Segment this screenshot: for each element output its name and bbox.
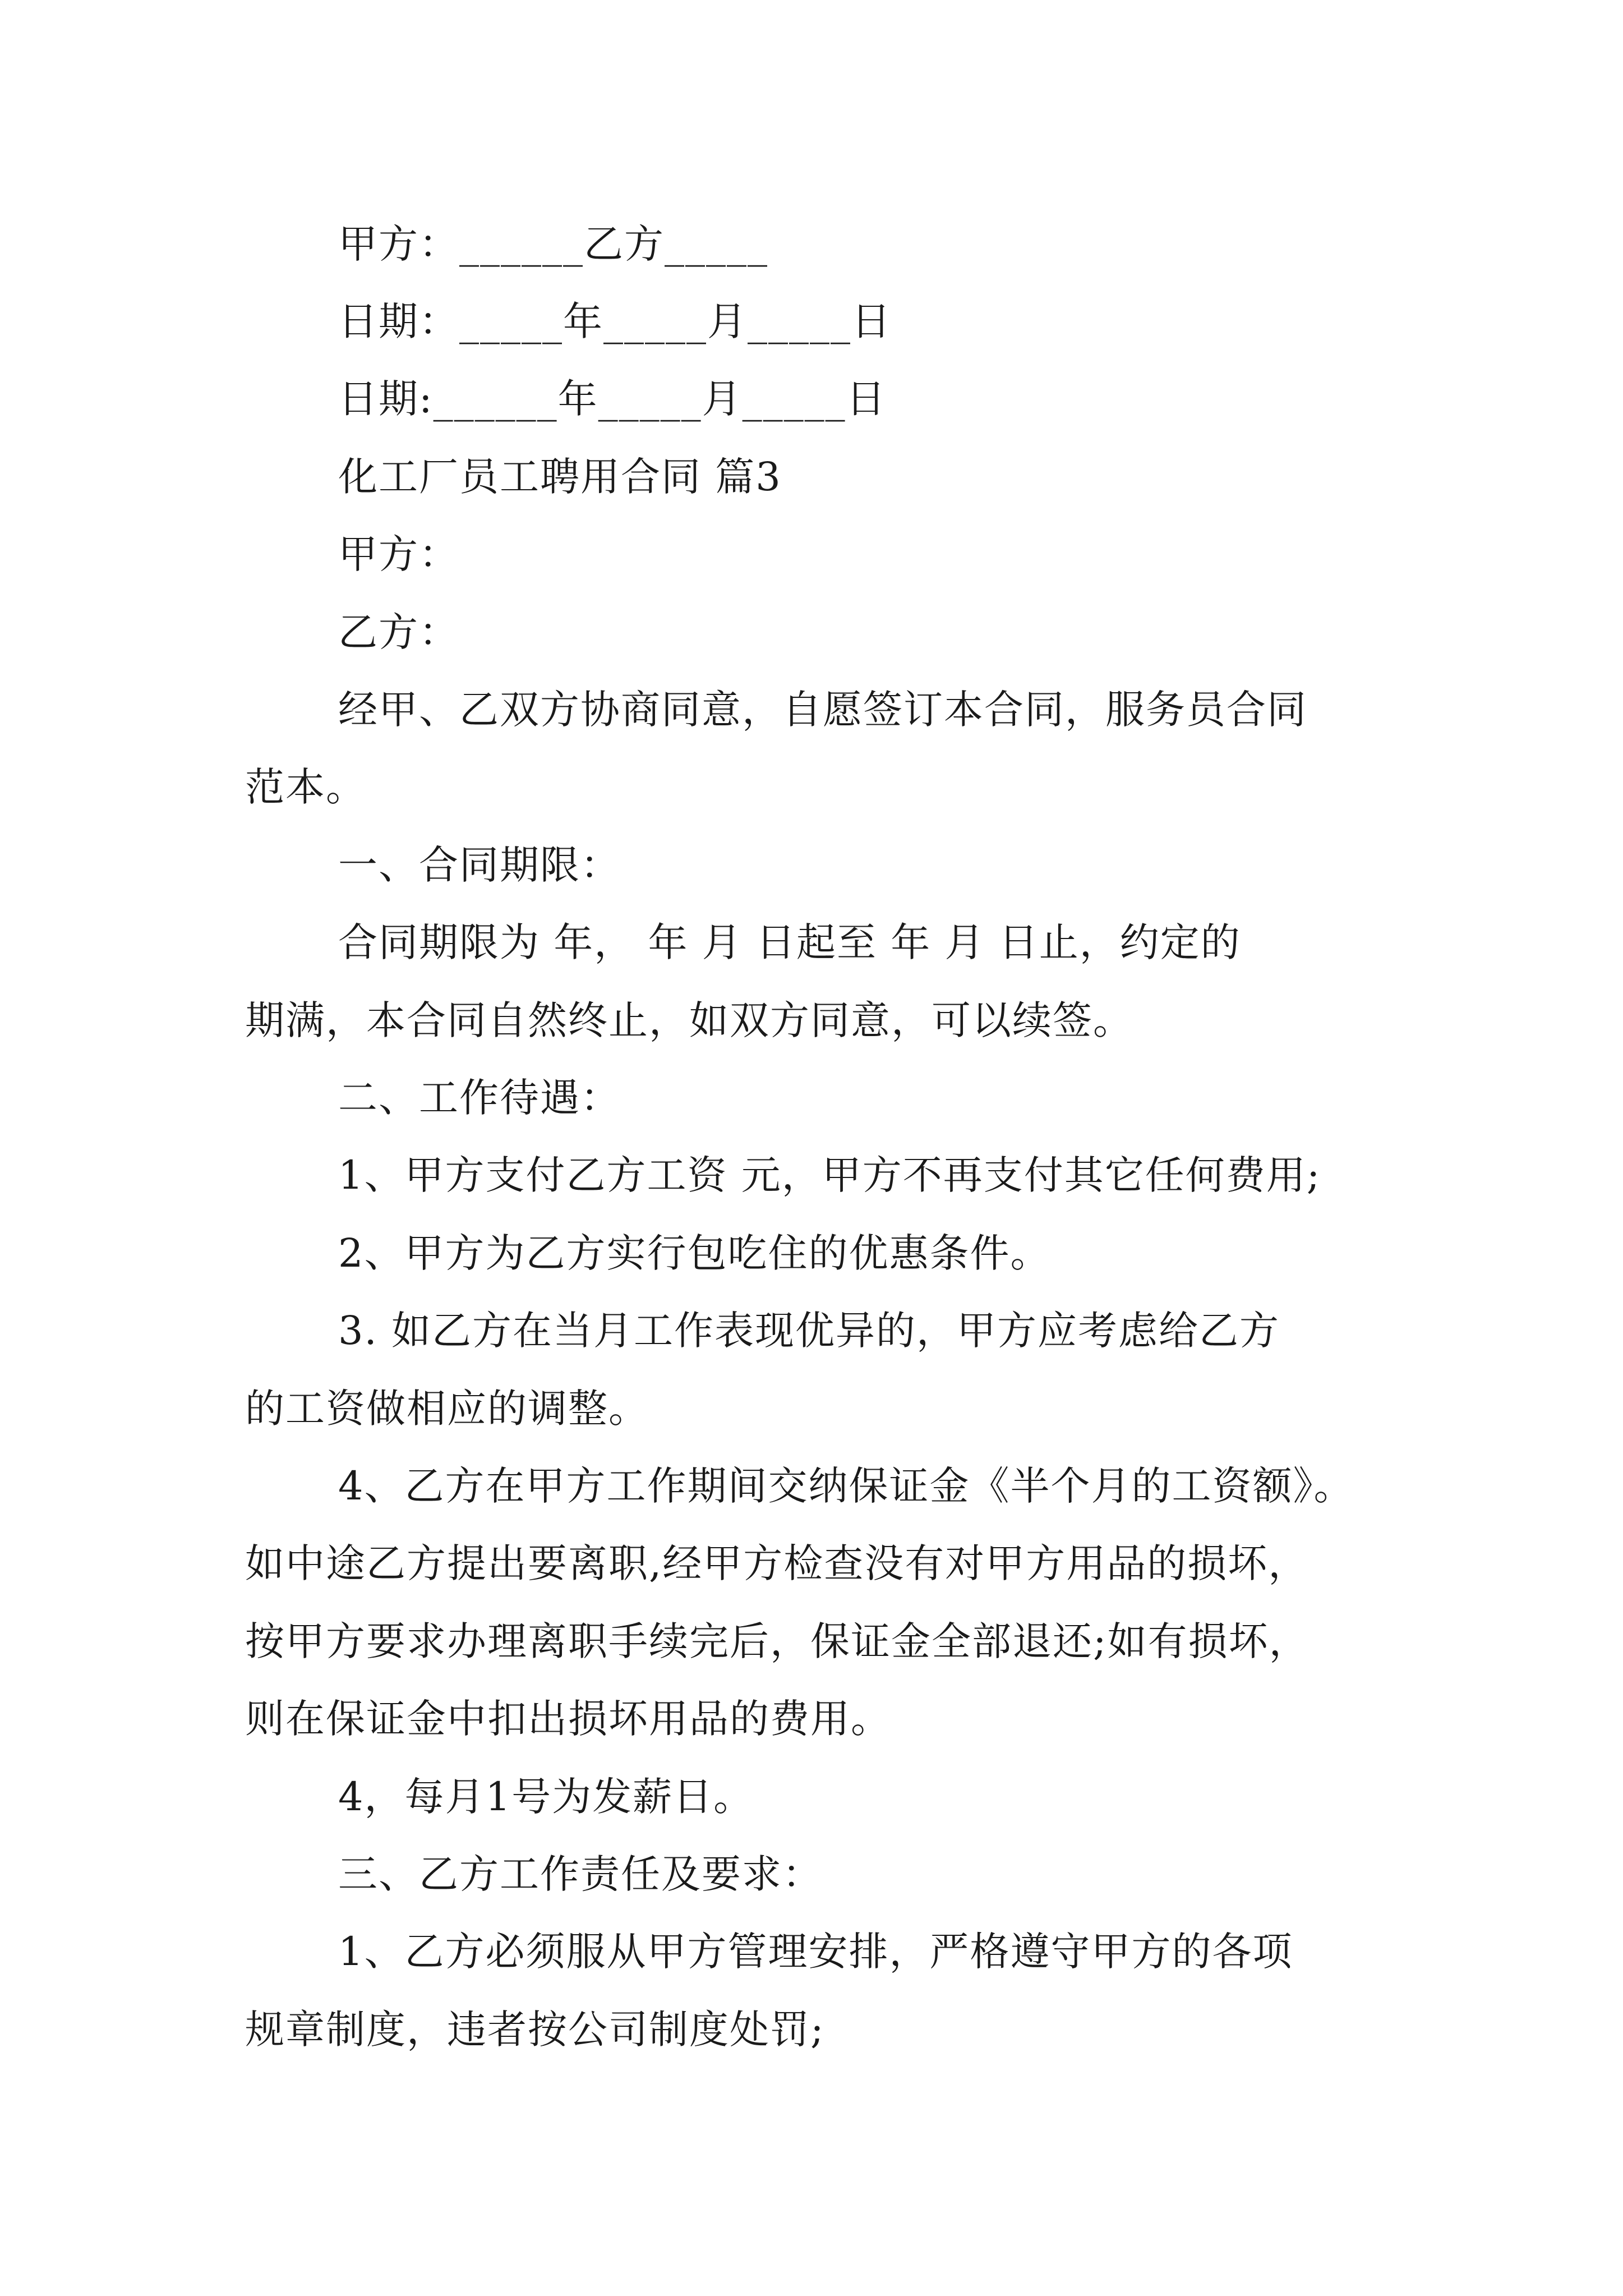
party-a-label: 甲方： <box>338 531 459 577</box>
bonus-clause-line-2: 的工资做相应的调整。 <box>245 1386 649 1432</box>
bonus-clause-line-1: 3. 如乙方在当月工作表现优异的，甲方应考虑给乙方 <box>338 1308 1280 1354</box>
board-lodging-clause: 2、甲方为乙方实行包吃住的优惠条件。 <box>338 1230 1051 1276</box>
party-a-b-line: 甲方：______乙方_____ <box>338 221 768 267</box>
deposit-clause-line-1: 4、乙方在甲方工作期间交纳保证金《半个月的工资额》。 <box>338 1463 1354 1509</box>
intro-paragraph-line-1: 经甲、乙双方协商同意，自愿签订本合同，服务员合同 <box>338 687 1307 733</box>
salary-clause: 1、甲方支付乙方工资 元，甲方不再支付其它任何费用; <box>338 1152 1321 1198</box>
contract-title: 化工厂员工聘用合同 篇3 <box>338 454 782 500</box>
obey-clause-line-2: 规章制度，违者按公司制度处罚; <box>245 2007 825 2053</box>
term-paragraph-line-2: 期满，本合同自然终止，如双方同意，可以续签。 <box>245 997 1133 1043</box>
term-paragraph-line-1: 合同期限为 年， 年 月 日起至 年 月 日止，约定的 <box>338 919 1241 965</box>
section-3-heading: 三、乙方工作责任及要求： <box>338 1851 823 1897</box>
date-line-1: 日期：_____年_____月_____日 <box>338 298 892 344</box>
payday-clause: 4，每月1号为发薪日。 <box>338 1774 754 1820</box>
deposit-clause-line-4: 则在保证金中扣出损坏用品的费用。 <box>245 1696 891 1742</box>
section-1-heading: 一、合同期限： <box>338 842 621 888</box>
obey-clause-line-1: 1、乙方必须服从甲方管理安排，严格遵守甲方的各项 <box>338 1929 1293 1975</box>
party-b-label: 乙方： <box>338 609 459 655</box>
date-line-2: 日期:______年_____月_____日 <box>338 376 887 422</box>
section-2-heading: 二、工作待遇： <box>338 1075 621 1121</box>
deposit-clause-line-3: 按甲方要求办理离职手续完后，保证金全部退还;如有损坏， <box>245 1618 1310 1664</box>
deposit-clause-line-2: 如中途乙方提出要离职,经甲方检查没有对甲方用品的损坏， <box>245 1540 1309 1586</box>
intro-paragraph-line-2: 范本。 <box>245 764 366 810</box>
